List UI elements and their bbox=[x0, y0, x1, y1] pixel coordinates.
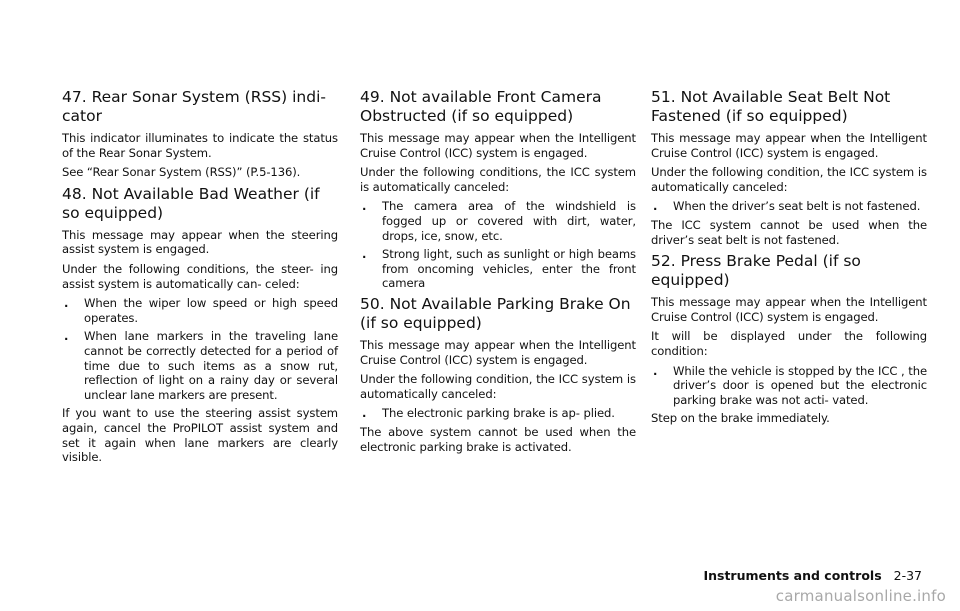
section-heading: 49. Not available Front Camera Obstructed (if so equipped) bbox=[360, 88, 602, 125]
section-heading: 48. Not Available Bad Weather (if so equipped) bbox=[62, 184, 320, 222]
list-item-text: When the wiper low speed or high speed operates. bbox=[84, 296, 338, 325]
bullet-icon: . bbox=[653, 199, 658, 214]
list-item-text: The camera area of the windshield is fogged up or covered with dirt, water, drops, ice, snow, etc. bbox=[382, 199, 636, 243]
section-heading: 51. Not Available Seat Belt Not Fastened (if so equipped) bbox=[651, 88, 891, 125]
list-item-text: While the vehicle is stopped by the ICC , the driver’s door is opened but the electronic parking brake was not acti- vated. bbox=[673, 363, 927, 407]
section-heading: 47. Rear Sonar System (RSS) indi- cator bbox=[62, 88, 326, 125]
paragraph: This message may appear when the Intelligent Cruise Control (ICC) system is engaged. bbox=[360, 131, 636, 160]
bullet-icon: . bbox=[362, 406, 367, 421]
watermark: carmanualsonline.info bbox=[775, 587, 946, 605]
bullet-icon: . bbox=[64, 329, 69, 344]
bullet-icon: . bbox=[653, 363, 658, 378]
list-item-text: Strong light, such as sunlight or high beams from oncoming vehicles, enter the front camera bbox=[382, 247, 636, 291]
paragraph: See “Rear Sonar System (RSS)” (P.5-136). bbox=[62, 165, 301, 180]
list-item-text: When lane markers in the traveling lane cannot be correctly detected for a period of time due to such items as a snow rut, reflection of light on a rainy day or several unclear lane markers are present. bbox=[84, 329, 338, 402]
section-heading: 52. Press Brake Pedal (if so equipped) bbox=[651, 252, 861, 290]
column-middle bbox=[360, 84, 636, 459]
bullet-list bbox=[62, 296, 338, 402]
paragraph: Under the following conditions, the steer- ing assist system is automatically can- celed: bbox=[62, 261, 338, 291]
bullet-icon: . bbox=[362, 199, 367, 214]
list-item bbox=[62, 329, 338, 402]
paragraph: Under the following condition, the ICC system is automatically canceled: bbox=[651, 165, 927, 194]
paragraph: This message may appear when the steering assist system is engaged. bbox=[62, 227, 338, 257]
column-right bbox=[651, 84, 927, 431]
paragraph: Under the following conditions, the ICC system is automatically canceled: bbox=[360, 165, 636, 194]
paragraph: If you want to use the steering assist system again, cancel the ProPILOT assist system and set it again when lane markers are clearly visible. bbox=[62, 406, 338, 465]
section-heading: 50. Not Available Parking Brake On (if so equipped) bbox=[360, 294, 631, 332]
paragraph: This message may appear when the Intelligent Cruise Control (ICC) system is engaged. bbox=[651, 131, 927, 160]
bullet-icon: . bbox=[64, 296, 69, 311]
list-item bbox=[651, 364, 927, 408]
paragraph: This message may appear when the Intelligent Cruise Control (ICC) system is engaged. bbox=[360, 337, 636, 367]
list-item bbox=[360, 247, 636, 291]
bullet-list bbox=[360, 199, 636, 291]
paragraph: Step on the brake immediately. bbox=[651, 411, 830, 426]
bullet-list bbox=[651, 199, 927, 214]
paragraph: This message may appear when the Intelligent Cruise Control (ICC) system is engaged. bbox=[651, 295, 927, 324]
list-item bbox=[360, 406, 636, 421]
page-footer bbox=[703, 568, 922, 583]
list-item bbox=[651, 199, 927, 214]
paragraph: The ICC system cannot be used when the driver’s seat belt is not fastened. bbox=[651, 217, 927, 247]
list-item-text: When the driver’s seat belt is not fastened. bbox=[673, 199, 921, 214]
footer-page-number: 2-37 bbox=[893, 568, 922, 583]
list-item bbox=[62, 296, 338, 325]
bullet-list bbox=[360, 406, 636, 421]
paragraph: This indicator illuminates to indicate the status of the Rear Sonar System. bbox=[62, 131, 338, 160]
bullet-list bbox=[651, 364, 927, 408]
paragraph: It will be displayed under the following condition: bbox=[651, 329, 927, 358]
list-item-text: The electronic parking brake is ap- plied. bbox=[382, 406, 615, 421]
paragraph: The above system cannot be used when the electronic parking brake is activated. bbox=[360, 424, 636, 454]
bullet-icon: . bbox=[362, 247, 367, 262]
footer-section-title: Instruments and controls bbox=[703, 568, 882, 583]
list-item bbox=[360, 199, 636, 243]
paragraph: Under the following condition, the ICC system is automatically canceled: bbox=[360, 372, 636, 401]
column-left bbox=[62, 84, 338, 470]
